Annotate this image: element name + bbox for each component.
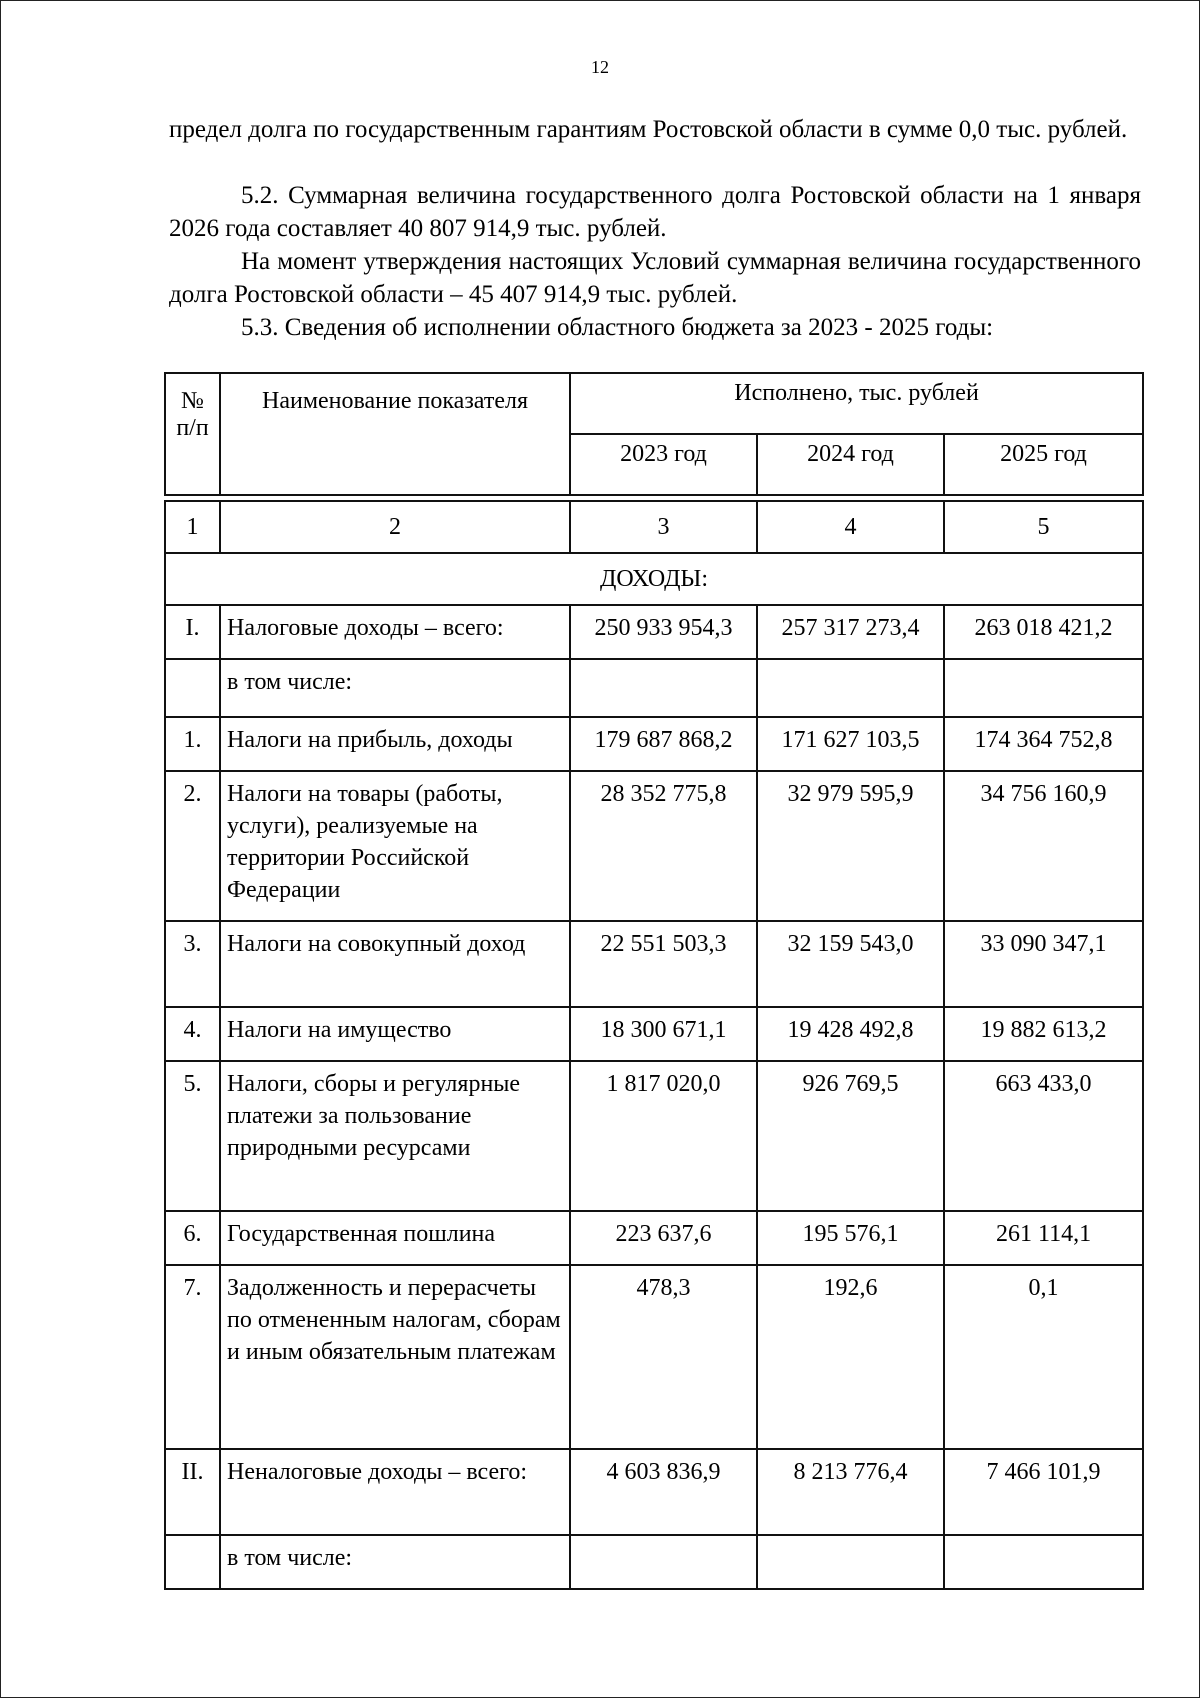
row-value-2024: 32 159 543,0: [757, 921, 944, 1007]
row-value-2025: [944, 659, 1143, 717]
row-value-2023: 478,3: [570, 1265, 757, 1449]
row-value-2024: 192,6: [757, 1265, 944, 1449]
page-number: 12: [591, 57, 609, 77]
header-year-2024: 2024 год: [757, 434, 944, 495]
row-name: Государственная пошлина: [220, 1211, 570, 1265]
table-row: [165, 1449, 1143, 1535]
table-row: [165, 921, 1143, 1007]
row-index: [165, 659, 220, 717]
section-row: [165, 553, 1143, 605]
colnum-2: 2: [220, 501, 570, 553]
table-row: [165, 659, 1143, 717]
row-value-2023: 22 551 503,3: [570, 921, 757, 1007]
row-value-2025: 19 882 613,2: [944, 1007, 1143, 1061]
table-row: [165, 1535, 1143, 1589]
row-value-2023: 179 687 868,2: [570, 717, 757, 771]
paragraph-guarantee-limit: предел долга по государственным гарантиям Ростовской области в сумме 0,0 тыс. рублей.: [169, 116, 1128, 143]
row-value-2025: 33 090 347,1: [944, 921, 1143, 1007]
budget-execution-table: [164, 372, 1144, 1590]
row-name: Налоги на совокупный доход: [220, 921, 570, 1007]
table-row: [165, 717, 1143, 771]
row-index: 4.: [165, 1007, 220, 1061]
row-index: I.: [165, 605, 220, 659]
row-value-2025: 263 018 421,2: [944, 605, 1143, 659]
table-row: [165, 1265, 1143, 1449]
row-value-2023: 1 817 020,0: [570, 1061, 757, 1211]
row-value-2024: 19 428 492,8: [757, 1007, 944, 1061]
row-index: 5.: [165, 1061, 220, 1211]
row-value-2024: 926 769,5: [757, 1061, 944, 1211]
row-name: Налоги на товары (работы, услуги), реализуемые на территории Российской Федерации: [220, 771, 570, 921]
row-value-2025: 34 756 160,9: [944, 771, 1143, 921]
row-name: Налоги на имущество: [220, 1007, 570, 1061]
row-value-2024: 257 317 273,4: [757, 605, 944, 659]
header-year-2025: 2025 год: [944, 434, 1143, 495]
row-index: 6.: [165, 1211, 220, 1265]
row-value-2024: 195 576,1: [757, 1211, 944, 1265]
row-index: 7.: [165, 1265, 220, 1449]
row-value-2025: 663 433,0: [944, 1061, 1143, 1211]
table-row: [165, 605, 1143, 659]
colnum-4: 4: [757, 501, 944, 553]
row-index: II.: [165, 1449, 220, 1535]
row-value-2023: [570, 659, 757, 717]
table-row: [165, 1211, 1143, 1265]
table-row: [165, 771, 1143, 921]
row-value-2024: 8 213 776,4: [757, 1449, 944, 1535]
colnum-3: 3: [570, 501, 757, 553]
row-name: Налоговые доходы – всего:: [220, 605, 570, 659]
row-name: в том числе:: [220, 1535, 570, 1589]
row-value-2025: 261 114,1: [944, 1211, 1143, 1265]
row-name: Задолженность и перерасчеты по отмененным налогам, сборам и иным обязательным платежам: [220, 1265, 570, 1449]
paragraph-total-debt: 5.2. Суммарная величина государственного долга Ростовской области на 1 января 2026 года составляет 40 807 914,9 тыс. рублей.: [169, 182, 1141, 242]
row-value-2023: 250 933 954,3: [570, 605, 757, 659]
colnum-1: 1: [165, 501, 220, 553]
header-indicator-name: Наименование показателя: [220, 373, 570, 495]
row-index: 2.: [165, 771, 220, 921]
row-index: 3.: [165, 921, 220, 1007]
row-value-2025: 174 364 752,8: [944, 717, 1143, 771]
row-value-2023: [570, 1535, 757, 1589]
row-name: в том числе:: [220, 659, 570, 717]
table-row: [165, 1061, 1143, 1211]
paragraph-budget-execution-intro: 5.3. Сведения об исполнении областного бюджета за 2023 - 2025 годы:: [241, 314, 994, 341]
row-value-2025: 7 466 101,9: [944, 1449, 1143, 1535]
paragraph-current-debt: На момент утверждения настоящих Условий суммарная величина государственного долга Ростовской области – 45 407 914,9 тыс. рублей.: [169, 248, 1141, 308]
row-value-2025: 0,1: [944, 1265, 1143, 1449]
section-income: ДОХОДЫ:: [165, 553, 1143, 605]
row-index: 1.: [165, 717, 220, 771]
row-value-2024: [757, 1535, 944, 1589]
colnum-5: 5: [944, 501, 1143, 553]
row-value-2023: 28 352 775,8: [570, 771, 757, 921]
row-value-2024: [757, 659, 944, 717]
row-value-2024: 171 627 103,5: [757, 717, 944, 771]
header-year-2023: 2023 год: [570, 434, 757, 495]
row-value-2025: [944, 1535, 1143, 1589]
table-row: [165, 1007, 1143, 1061]
row-value-2023: 223 637,6: [570, 1211, 757, 1265]
column-numbers-row: [165, 501, 1143, 553]
header-number: № п/п: [165, 373, 220, 495]
row-value-2024: 32 979 595,9: [757, 771, 944, 921]
table-header-row: [165, 373, 1143, 434]
row-value-2023: 4 603 836,9: [570, 1449, 757, 1535]
row-name: Неналоговые доходы – всего:: [220, 1449, 570, 1535]
row-value-2023: 18 300 671,1: [570, 1007, 757, 1061]
row-name: Налоги на прибыль, доходы: [220, 717, 570, 771]
row-index: [165, 1535, 220, 1589]
header-executed: Исполнено, тыс. рублей: [570, 373, 1143, 434]
row-name: Налоги, сборы и регулярные платежи за пользование природными ресурсами: [220, 1061, 570, 1211]
